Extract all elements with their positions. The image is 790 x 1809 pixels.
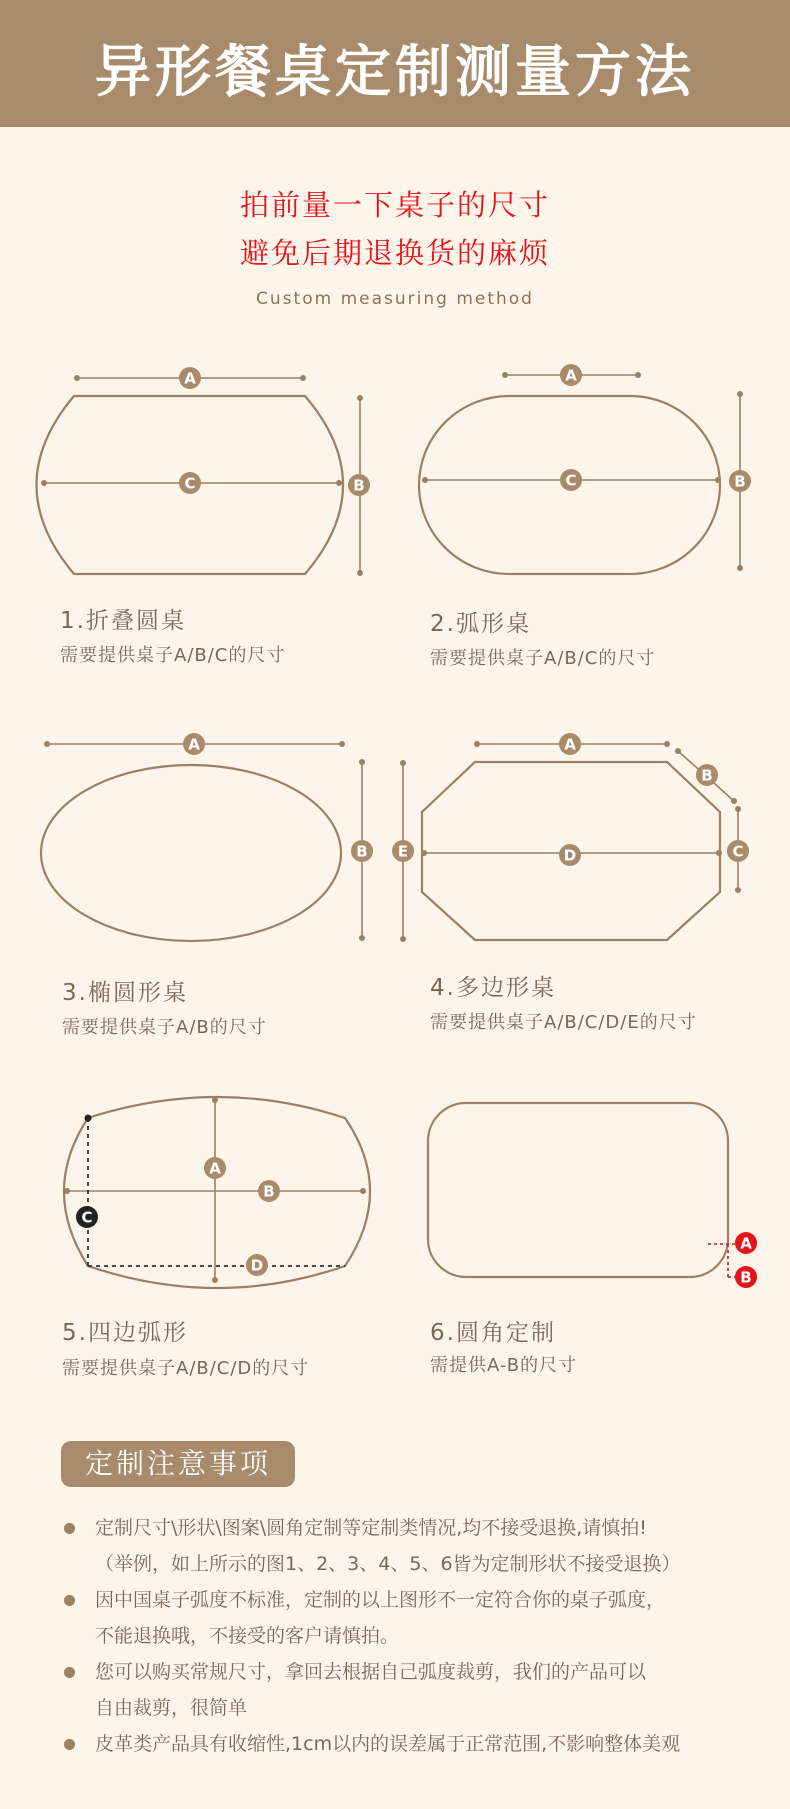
note-item	[60, 1726, 760, 1762]
badge-1-a	[179, 367, 201, 389]
caption-desc-5: 需要提供桌子A/B/C/D的尺寸	[62, 1358, 310, 1379]
badge-4-e	[392, 840, 414, 862]
caption-title-2: 2.弧形桌	[430, 611, 531, 637]
svg-text:A: A	[209, 1159, 221, 1178]
svg-text:A: A	[565, 366, 577, 385]
caption-desc-3: 需要提供桌子A/B的尺寸	[62, 1017, 267, 1038]
note-line: 自由裁剪，很简单	[95, 1697, 248, 1719]
svg-text:C: C	[732, 842, 744, 861]
badge-6-b	[735, 1266, 757, 1288]
note-item	[60, 1582, 760, 1654]
page-title: 异形餐桌定制测量方法	[95, 40, 695, 105]
caption-title-5: 5.四边弧形	[62, 1320, 188, 1346]
badge-4-c	[727, 840, 749, 862]
bullet-dot	[64, 1523, 75, 1534]
diagram-arc-table	[419, 364, 751, 574]
bullet-dot	[64, 1667, 75, 1678]
badge-5-c	[76, 1206, 98, 1228]
notes-heading: 定制注意事项	[61, 1441, 295, 1487]
svg-text:B: B	[356, 842, 368, 861]
note-item	[60, 1510, 760, 1582]
caption-desc-2: 需要提供桌子A/B/C的尺寸	[430, 648, 656, 669]
svg-text:C: C	[81, 1208, 93, 1227]
svg-text:C: C	[565, 471, 577, 490]
badge-2-a	[560, 364, 582, 386]
caption-desc-1: 需要提供桌子A/B/C的尺寸	[60, 645, 286, 666]
svg-text:A: A	[184, 369, 196, 388]
svg-text:B: B	[353, 476, 365, 495]
svg-text:A: A	[188, 735, 200, 754]
svg-text:B: B	[740, 1268, 752, 1287]
badge-3-a	[183, 733, 205, 755]
caption-title-1: 1.折叠圆桌	[60, 608, 186, 634]
intro-line-1: 拍前量一下桌子的尺寸	[239, 188, 550, 222]
svg-text:B: B	[734, 472, 746, 491]
svg-text:C: C	[184, 474, 196, 493]
caption-title-3: 3.椭圆形桌	[62, 980, 188, 1006]
badge-5-a	[204, 1157, 226, 1179]
diagram-rounded-corner	[428, 1103, 757, 1288]
badge-1-b	[348, 474, 370, 496]
badge-4-a	[559, 733, 581, 755]
badge-2-c	[560, 469, 582, 491]
diagram-polygon-table	[392, 733, 749, 942]
note-line: 您可以购买常规尺寸，拿回去根据自己弧度裁剪，我们的产品可以	[95, 1661, 647, 1683]
caption-desc-4: 需要提供桌子A/B/C/D/E的尺寸	[430, 1012, 697, 1033]
svg-text:E: E	[397, 842, 409, 861]
intro-line-2: 避免后期退换货的麻烦	[239, 236, 550, 270]
bullet-dot	[64, 1739, 75, 1750]
caption-title-6: 6.圆角定制	[430, 1320, 556, 1346]
intro-subtitle: Custom measuring method	[256, 289, 534, 309]
badge-3-b	[351, 840, 373, 862]
svg-text:B: B	[263, 1182, 275, 1201]
note-line: 定制尺寸\形状\图案\圆角定制等定制类情况,均不接受退换,请慎拍!	[95, 1517, 647, 1539]
note-line: （举例，如上所示的图1、2、3、4、5、6皆为定制形状不接受退换）	[95, 1553, 681, 1575]
svg-text:A: A	[564, 735, 576, 754]
badge-5-d	[246, 1254, 268, 1276]
diagram-folding-round-table	[37, 367, 371, 576]
badge-2-b	[729, 470, 751, 492]
badge-4-d	[559, 844, 581, 866]
svg-text:B: B	[701, 766, 713, 785]
notes-list	[60, 1510, 760, 1762]
note-item	[60, 1654, 760, 1726]
svg-text:D: D	[563, 846, 577, 865]
caption-desc-6: 需提供A-B的尺寸	[430, 1355, 578, 1376]
badge-6-a	[735, 1232, 757, 1254]
badge-4-b	[696, 764, 718, 786]
bullet-dot	[64, 1595, 75, 1606]
svg-text:A: A	[740, 1234, 752, 1253]
badge-5-b	[258, 1180, 280, 1202]
svg-text:D: D	[250, 1256, 264, 1275]
diagram-four-side-arc	[64, 1097, 370, 1288]
note-line: 不能退换哦，不接受的客户请慎拍。	[95, 1625, 400, 1647]
note-line: 因中国桌子弧度不标准，定制的以上图形不一定符合你的桌子弧度，	[95, 1589, 666, 1611]
badge-1-c	[179, 472, 201, 494]
note-line: 皮革类产品具有收缩性,1cm以内的误差属于正常范围,不影响整体美观	[95, 1733, 681, 1755]
diagram-oval-table	[41, 733, 373, 941]
caption-title-4: 4.多边形桌	[430, 975, 556, 1001]
